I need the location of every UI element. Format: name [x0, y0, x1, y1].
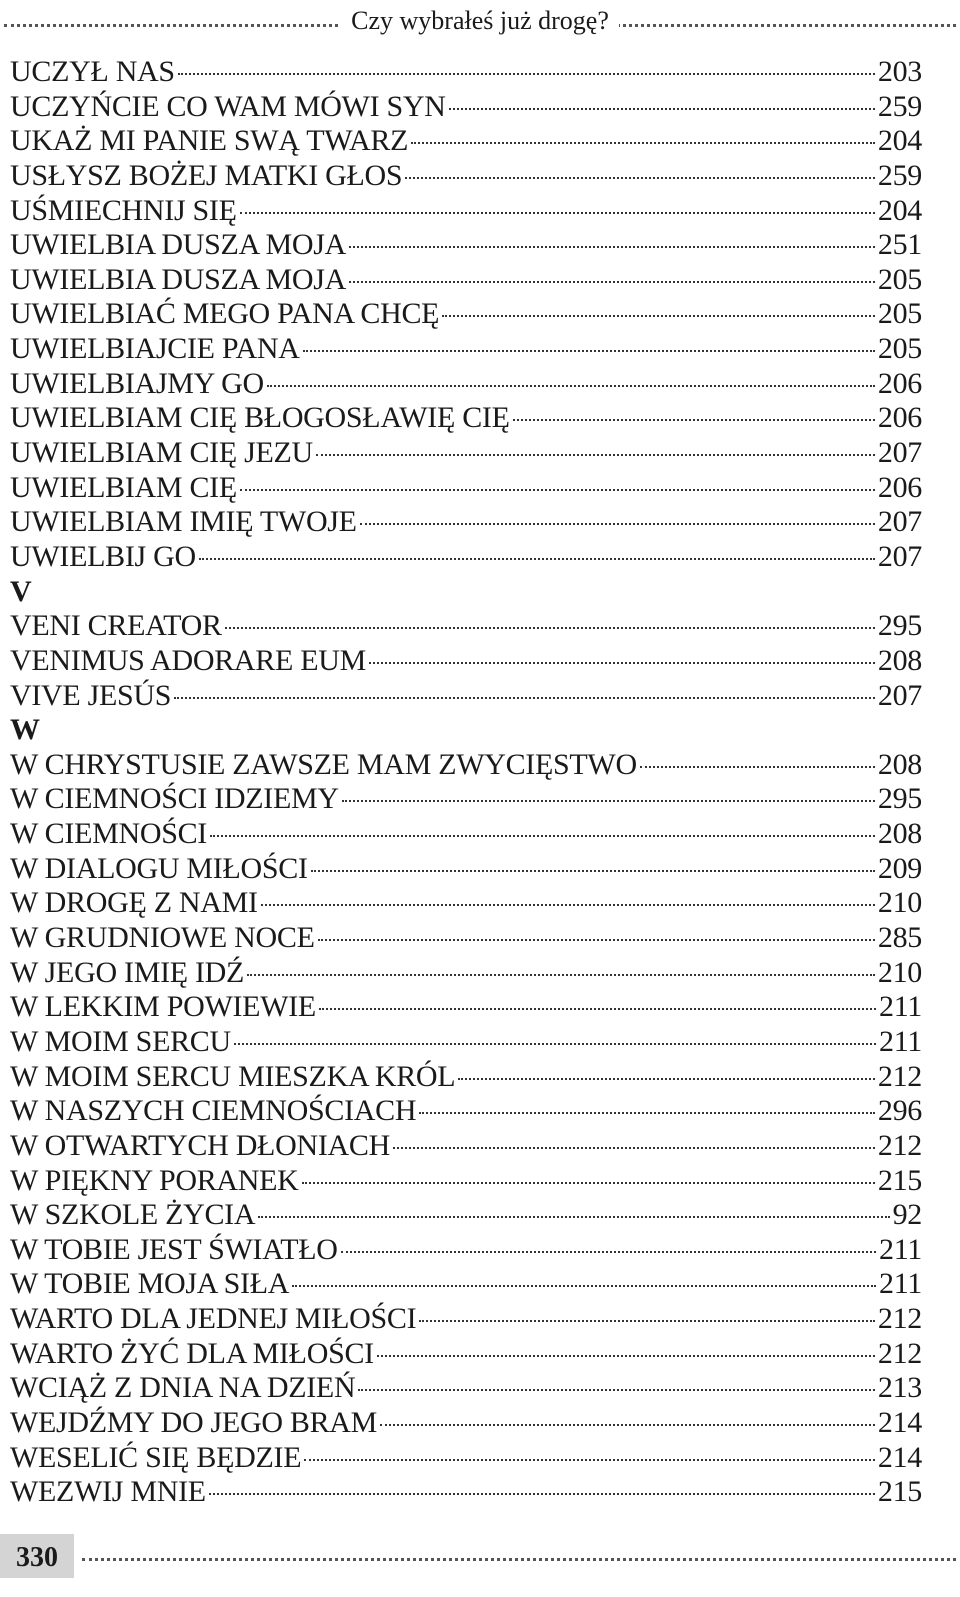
index-entry [10, 263, 922, 298]
entry-title: W JEGO IMIĘ IDŹ [10, 955, 245, 989]
dot-leader [292, 1285, 876, 1287]
dot-leader [377, 1355, 875, 1357]
header-title-wrap [0, 4, 960, 38]
entry-page-number: 204 [877, 193, 922, 227]
entry-page-number: 208 [877, 747, 922, 781]
section-letter: W [10, 713, 40, 747]
dot-leader [442, 315, 875, 317]
entry-page-number: 295 [877, 782, 922, 816]
entry-page-number: 211 [879, 1267, 922, 1301]
entry-page-number: 215 [877, 1475, 922, 1509]
dot-leader [380, 1424, 875, 1426]
entry-title: UŚMIECHNIJ SIĘ [10, 193, 237, 227]
entry-title: W PIĘKNY PORANEK [10, 1163, 299, 1197]
entry-title: W TOBIE MOJA SIŁA [10, 1267, 290, 1301]
index-entry [10, 956, 922, 991]
index-entry [10, 852, 922, 887]
index-entry [10, 921, 922, 956]
entry-title: UWIELBIA DUSZA MOJA [10, 228, 346, 262]
index-entry [10, 228, 922, 263]
entry-title: UKAŻ MI PANIE SWĄ TWARZ [10, 124, 409, 158]
entry-title: UWIELBIAM IMIĘ TWOJE [10, 505, 357, 539]
dot-leader [358, 1389, 875, 1391]
dot-leader [261, 904, 875, 906]
index-entry [10, 644, 922, 679]
index-entry [10, 817, 922, 852]
index-entry [10, 1337, 922, 1372]
entry-page-number: 206 [877, 470, 922, 504]
entry-title: UWIELBIAJMY GO [10, 366, 264, 400]
entry-page-number: 214 [877, 1440, 922, 1474]
entry-page-number: 211 [879, 1024, 922, 1058]
entry-title: VIVE JESÚS [10, 678, 172, 712]
entry-page-number: 207 [877, 539, 922, 573]
dot-leader [393, 1147, 875, 1149]
running-header [0, 0, 960, 40]
section-letter-row [10, 713, 922, 748]
index-entry [10, 1094, 922, 1129]
dot-leader [449, 108, 875, 110]
entry-title: W CIEMNOŚCI IDZIEMY [10, 782, 339, 816]
index-entry [10, 1060, 922, 1095]
index-entry [10, 1198, 922, 1233]
index-entry [10, 1475, 922, 1510]
entry-page-number: 208 [877, 643, 922, 677]
entry-page-number: 205 [877, 297, 922, 331]
entry-title: UWIELBIAĆ MEGO PANA CHCĘ [10, 297, 440, 331]
dot-leader [209, 1493, 875, 1495]
dot-leader [349, 246, 875, 248]
entry-title: VENI CREATOR [10, 609, 222, 643]
dot-leader [304, 1459, 875, 1461]
entry-page-number: 285 [877, 921, 922, 955]
entry-title: W SZKOLE ŻYCIA [10, 1198, 256, 1232]
dot-leader [240, 212, 875, 214]
entry-page-number: 208 [877, 817, 922, 851]
entry-title: W OTWARTYCH DŁONIACH [10, 1128, 390, 1162]
entry-page-number: 205 [877, 262, 922, 296]
entry-title: WARTO DLA JEDNEJ MIŁOŚCI [10, 1302, 417, 1336]
entry-page-number: 213 [877, 1371, 922, 1405]
dot-leader [234, 1043, 876, 1045]
dot-leader [316, 454, 875, 456]
index-entry [10, 159, 922, 194]
entry-page-number: 259 [877, 89, 922, 123]
entry-page-number: 207 [877, 436, 922, 470]
entry-title: W NASZYCH CIEMNOŚCIACH [10, 1094, 417, 1128]
index-entry [10, 471, 922, 506]
entry-title: UCZYŃCIE CO WAM MÓWI SYN [10, 89, 446, 123]
section-letter: V [10, 574, 32, 608]
dot-leader [419, 1320, 875, 1322]
dot-leader [319, 1008, 876, 1010]
entry-title: UWIELBIAJCIE PANA [10, 332, 300, 366]
entry-page-number: 259 [877, 158, 922, 192]
entry-title: W MOIM SERCU MIESZKA KRÓL [10, 1059, 456, 1093]
entry-page-number: 206 [877, 401, 922, 435]
entry-page-number: 203 [877, 55, 922, 88]
dot-leader [318, 939, 875, 941]
index-entry [10, 1129, 922, 1164]
entry-title: UWIELBIAM CIĘ BŁOGOSŁAWIĘ CIĘ [10, 401, 510, 435]
entry-title: W DIALOGU MIŁOŚCI [10, 851, 308, 885]
entry-title: W DROGĘ Z NAMI [10, 886, 258, 920]
index-entry [10, 55, 922, 90]
index-entry [10, 367, 922, 402]
entry-page-number: 204 [877, 124, 922, 158]
dot-leader [240, 489, 875, 491]
dot-leader [225, 627, 875, 629]
dot-leader [341, 1251, 876, 1253]
footer-dotted-rule [82, 1558, 956, 1561]
dot-leader [342, 800, 875, 802]
index-entry [10, 90, 922, 125]
song-index-list [10, 55, 922, 1510]
entry-page-number: 212 [877, 1059, 922, 1093]
index-entry [10, 1233, 922, 1268]
index-entry [10, 886, 922, 921]
entry-page-number: 296 [877, 1094, 922, 1128]
index-entry [10, 1441, 922, 1476]
entry-page-number: 251 [877, 228, 922, 262]
entry-page-number: 211 [879, 990, 922, 1024]
entry-page-number: 210 [877, 886, 922, 920]
dot-leader [311, 870, 875, 872]
index-entry [10, 297, 922, 332]
entry-title: W GRUDNIOWE NOCE [10, 921, 315, 955]
index-entry [10, 194, 922, 229]
page-footer [0, 1532, 960, 1597]
dot-leader [258, 1216, 889, 1218]
index-entry [10, 401, 922, 436]
entry-page-number: 207 [877, 505, 922, 539]
entry-page-number: 92 [892, 1198, 922, 1232]
entry-page-number: 206 [877, 366, 922, 400]
entry-title: UWIELBIAM CIĘ JEZU [10, 436, 313, 470]
index-entry [10, 1164, 922, 1199]
section-letter-row [10, 575, 922, 610]
entry-page-number: 211 [879, 1232, 922, 1266]
dot-leader [369, 662, 875, 664]
entry-title: W LEKKIM POWIEWIE [10, 990, 316, 1024]
entry-title: WEZWIJ MNIE [10, 1475, 206, 1509]
index-entry [10, 332, 922, 367]
dot-leader [303, 350, 875, 352]
entry-title: W TOBIE JEST ŚWIATŁO [10, 1232, 338, 1266]
entry-title: W CHRYSTUSIE ZAWSZE MAM ZWYCIĘSTWO [10, 747, 637, 781]
entry-page-number: 212 [877, 1302, 922, 1336]
dot-leader [405, 177, 875, 179]
entry-page-number: 215 [877, 1163, 922, 1197]
dot-leader [411, 142, 875, 144]
index-entry [10, 1302, 922, 1337]
header-title: Czy wybrałeś już drogę? [341, 6, 619, 35]
index-entry [10, 748, 922, 783]
index-entry [10, 1406, 922, 1441]
entry-title: UCZYŁ NAS [10, 55, 175, 88]
entry-page-number: 295 [877, 609, 922, 643]
entry-page-number: 212 [877, 1336, 922, 1370]
entry-title: W CIEMNOŚCI [10, 817, 207, 851]
entry-title: UWIELBIJ GO [10, 539, 196, 573]
entry-page-number: 210 [877, 955, 922, 989]
dot-leader [349, 281, 875, 283]
entry-page-number: 212 [877, 1128, 922, 1162]
dot-leader [267, 385, 875, 387]
dot-leader [210, 835, 875, 837]
index-entry [10, 505, 922, 540]
dot-leader [178, 73, 875, 75]
entry-page-number: 207 [877, 678, 922, 712]
index-entry [10, 540, 922, 575]
index-entry [10, 609, 922, 644]
page-number: 330 [0, 1534, 74, 1578]
dot-leader [419, 1112, 875, 1114]
dot-leader [458, 1078, 875, 1080]
entry-page-number: 214 [877, 1405, 922, 1439]
dot-leader [513, 419, 875, 421]
index-entry [10, 1025, 922, 1060]
entry-page-number: 205 [877, 332, 922, 366]
dot-leader [199, 558, 875, 560]
entry-title: UWIELBIA DUSZA MOJA [10, 262, 346, 296]
index-entry [10, 1371, 922, 1406]
index-entry [10, 1267, 922, 1302]
dot-leader [640, 766, 875, 768]
dot-leader [360, 523, 875, 525]
index-entry [10, 124, 922, 159]
index-entry [10, 782, 922, 817]
entry-page-number: 209 [877, 851, 922, 885]
entry-title: VENIMUS ADORARE EUM [10, 643, 366, 677]
entry-title: WESELIĆ SIĘ BĘDZIE [10, 1440, 302, 1474]
dot-leader [247, 974, 875, 976]
entry-title: USŁYSZ BOŻEJ MATKI GŁOS [10, 158, 403, 192]
dot-leader [174, 697, 875, 699]
index-entry [10, 679, 922, 714]
index-entry [10, 990, 922, 1025]
index-entry [10, 436, 922, 471]
dot-leader [302, 1182, 875, 1184]
entry-title: WEJDŹMY DO JEGO BRAM [10, 1405, 378, 1439]
entry-title: W MOIM SERCU [10, 1024, 231, 1058]
entry-title: UWIELBIAM CIĘ [10, 470, 237, 504]
entry-title: WCIĄŻ Z DNIA NA DZIEŃ [10, 1371, 356, 1405]
entry-title: WARTO ŻYĆ DLA MIŁOŚCI [10, 1336, 374, 1370]
